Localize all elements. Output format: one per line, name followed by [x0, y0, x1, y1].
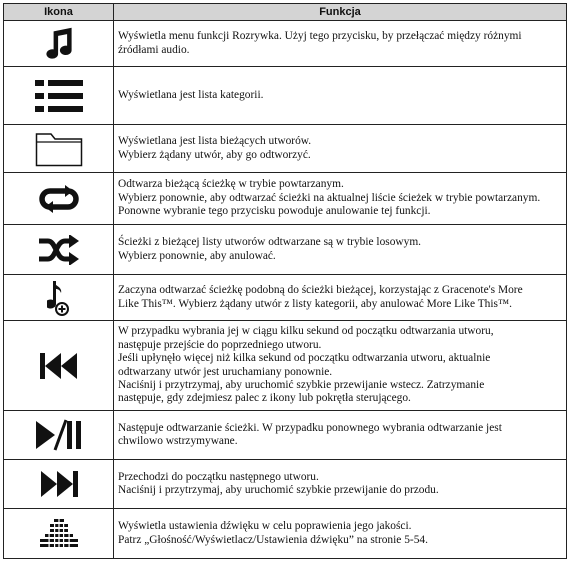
- description-line: Wybierz ponownie, aby anulować.: [118, 249, 276, 262]
- description-line: Zaczyna odtwarzać ścieżkę podobną do ścieżki bieżącej, korzystając z Gracenote's More: [118, 284, 523, 297]
- description-line: W przypadku wybrania jej w ciągu kilku sekund od początku odtwarzania utworu,: [118, 325, 494, 338]
- description-cell: [114, 125, 567, 173]
- table-row: [4, 509, 567, 559]
- table-header-row: [4, 4, 567, 21]
- table-row: [4, 173, 567, 225]
- previous-track-icon: [40, 353, 78, 379]
- function-table: [3, 3, 567, 559]
- description-cell: [114, 21, 567, 67]
- description-cell: [114, 509, 567, 559]
- description-line: Przechodzi do początku następnego utworu.: [118, 470, 319, 483]
- description-line: Następuje odtwarzanie ścieżki. W przypadku ponownego wybrania odtwarzanie jest: [118, 421, 502, 434]
- table-row: [4, 21, 567, 67]
- description-cell: [114, 411, 567, 460]
- icon-cell: [4, 21, 114, 67]
- description-line: Wyświetlana jest lista kategorii.: [118, 88, 264, 101]
- more-like-this-icon: [47, 279, 71, 317]
- folder-icon: [35, 131, 83, 167]
- description-cell: [114, 173, 567, 225]
- icon-cell: [4, 460, 114, 509]
- shuffle-icon: [38, 235, 80, 265]
- icon-cell: [4, 173, 114, 225]
- description-cell: [114, 275, 567, 321]
- icon-cell: [4, 67, 114, 125]
- description-line: następuje, gdy zdejmiesz palec z ikony lub pokrętła sterującego.: [118, 392, 411, 405]
- description-line: źródłami audio.: [118, 43, 190, 56]
- description-line: Naciśnij i przytrzymaj, aby uruchomić szybkie przewijanie do przodu.: [118, 484, 439, 496]
- description-line: odtwarzany utwór jest uruchamiany ponownie.: [118, 365, 333, 378]
- table-row: [4, 67, 567, 125]
- description-line: Patrz „Głośność/Wyświetlacz/Ustawienia dźwięku” na stronie 5-54.: [118, 533, 428, 546]
- icon-cell: [4, 125, 114, 173]
- description-cell: [114, 225, 567, 275]
- header-icon-column: Ikona: [4, 4, 114, 21]
- description-cell: [114, 460, 567, 509]
- repeat-icon: [38, 184, 80, 214]
- icon-cell: [4, 509, 114, 559]
- list-icon: [35, 80, 83, 112]
- description-line: Wybierz ponownie, aby odtwarzać ścieżki na aktualnej liście ścieżek w trybie powtarzanym.: [118, 191, 541, 204]
- description-line: Odtwarza bieżącą ścieżkę w trybie powtarzanym.: [118, 178, 344, 191]
- play-pause-icon: [36, 419, 82, 451]
- description-line: Wyświetla ustawienia dźwięku w celu poprawienia jego jakości.: [118, 520, 412, 533]
- icon-cell: [4, 225, 114, 275]
- table-row: [4, 460, 567, 509]
- icon-cell: [4, 411, 114, 460]
- description-cell: [114, 321, 567, 411]
- description-line: chwilowo wstrzymywane.: [118, 435, 238, 447]
- description-line: Like This™. Wybierz żądany utwór z listy kategorii, aby anulować More Like This™.: [118, 297, 512, 310]
- description-cell: [114, 67, 567, 125]
- icon-cell: [4, 321, 114, 411]
- icon-cell: [4, 275, 114, 321]
- table-row: [4, 275, 567, 321]
- description-line: Jeśli upłynęło więcej niż kilka sekund od początku odtwarzania utworu, aktualnie: [118, 352, 491, 365]
- sound-settings-icon: [39, 518, 79, 550]
- table-row: [4, 411, 567, 460]
- description-line: Wyświetlana jest lista bieżących utworów.: [118, 135, 312, 148]
- table-row: [4, 125, 567, 173]
- next-track-icon: [40, 471, 78, 497]
- description-line: Wybierz żądany utwór, aby go odtworzyć.: [118, 148, 311, 161]
- header-function-column: Funkcja: [114, 4, 567, 21]
- description-line: Naciśnij i przytrzymaj, aby uruchomić szybkie przewijanie wstecz. Zatrzymanie: [118, 378, 485, 391]
- description-line: następuje przejście do poprzedniego utworu.: [118, 338, 322, 351]
- music-note-icon: [41, 26, 77, 62]
- table-row: [4, 321, 567, 411]
- description-line: Ścieżki z bieżącej listy utworów odtwarzane są w trybie losowym.: [118, 236, 422, 249]
- description-line: Ponowne wybranie tego przycisku powoduje anulowanie tej funkcji.: [118, 205, 431, 218]
- description-line: Wyświetla menu funkcji Rozrywka. Użyj tego przycisku, by przełączać między różnymi: [118, 30, 522, 43]
- table-row: [4, 225, 567, 275]
